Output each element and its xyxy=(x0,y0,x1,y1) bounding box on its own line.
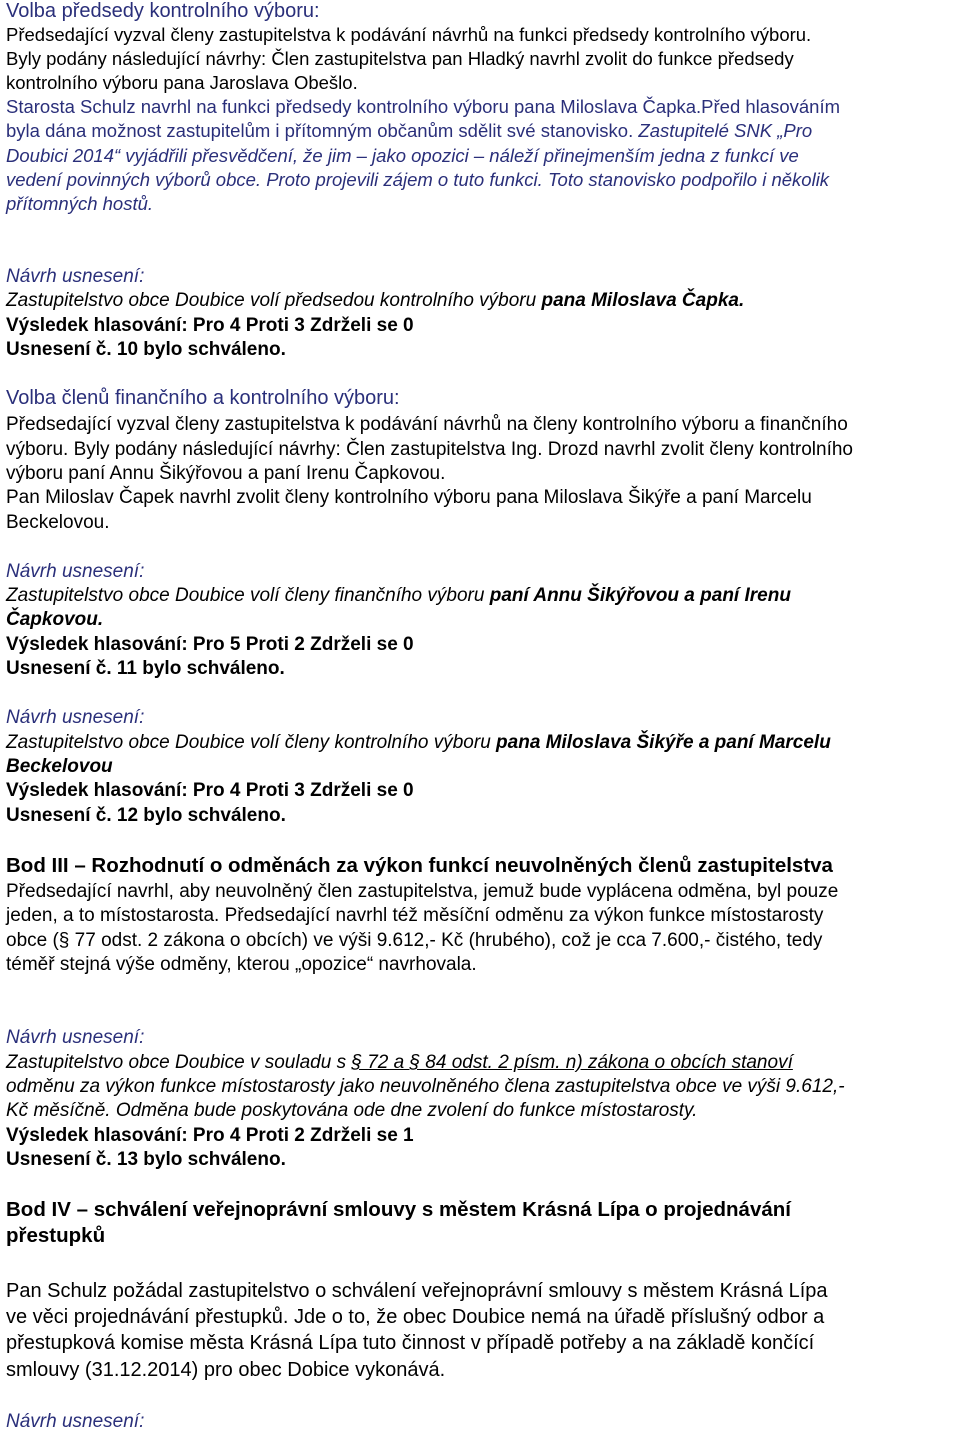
proposal-label: Návrh usnesení: xyxy=(6,1027,145,1048)
support-text: Toto stanovisko podpořilo i několik xyxy=(547,169,830,190)
snk-statement-line: Doubici 2014“ vyjádřili přesvědčení, že jim – jako opozici – náleží přinejmenším jedna z funkcí ve xyxy=(6,145,799,166)
paragraph-line: jeden, a to místostarosta. Předsedající navrhl též měsíční odměnu za výkon funkce místostarosty xyxy=(6,905,824,926)
resolution-bold: pana Miloslava Šikýře a paní Marcelu xyxy=(496,732,831,753)
resolution-text: Kč měsíčně. Odměna bude poskytována ode dne zvolení do funkce místostarosty. xyxy=(6,1100,698,1121)
resolution-text xyxy=(6,289,744,313)
section-heading-chair-control-committee: Volba předsedy kontrolního výboru: xyxy=(6,0,320,22)
resolution-approved: Usnesení č. 10 bylo schváleno. xyxy=(6,339,286,360)
paragraph-line: Předsedající navrhl, aby neuvolněný člen zastupitelstva, jemuž bude vyplácena odměna, byl pouze xyxy=(6,881,839,902)
resolution-bold: paní Annu Šikýřovou a paní Irenu xyxy=(489,585,791,606)
resolution-text: odměnu za výkon funkce místostarosty jako neuvolněného člena zastupitelstva obce ve výši 9.612,- xyxy=(6,1076,845,1097)
paragraph-line: Předsedající vyzval členy zastupitelstva k podávání návrhů na členy kontrolního výboru a finančního xyxy=(6,414,848,435)
resolution-text xyxy=(6,1051,793,1075)
before-vote-text: Před hlasováním xyxy=(701,96,840,117)
paragraph-line: smlouvy (31.12.2014) pro obec Dobice vykonává. xyxy=(6,1359,446,1381)
section-heading-committee-members: Volba členů finančního a kontrolního výboru: xyxy=(6,387,400,409)
snk-statement-line xyxy=(6,168,829,192)
paragraph-line-blue xyxy=(6,95,840,119)
statement-opportunity-text: byla dána možnost zastupitelům i přítomným občanům sdělit své stanovisko. xyxy=(6,120,634,141)
paragraph-line: Beckelovou. xyxy=(6,512,110,533)
resolution-text xyxy=(6,584,791,608)
proposal-label: Návrh usnesení: xyxy=(6,707,145,728)
resolution-approved: Usnesení č. 12 bylo schváleno. xyxy=(6,805,286,826)
paragraph-line: téměř stejná výše odměny, kterou „opozice“ navrhovala. xyxy=(6,954,477,975)
paragraph-line: kontrolního výboru pana Jaroslava Obešlo. xyxy=(6,72,358,93)
paragraph-line: ve věci projednávání přestupků. Jde o to, že obec Doubice nemá na úřadě příslušný odbor a xyxy=(6,1306,825,1328)
law-reference: § 72 a § 84 odst. 2 písm. n) zákona o obcích stanoví xyxy=(351,1052,793,1073)
resolution-text xyxy=(6,731,831,755)
resolution-plain: Zastupitelstvo obce Doubice v souladu s xyxy=(6,1052,352,1073)
resolution-bold-cont: Beckelovou xyxy=(6,756,113,777)
resolution-bold-cont: Čapkovou. xyxy=(6,609,104,630)
paragraph-line: obce (§ 77 odst. 2 zákona o obcích) ve výši 9.612,- Kč (hrubého), což je cca 7.600,- čistého, tedy xyxy=(6,930,823,951)
snk-statement-start: Zastupitelé SNK „Pro xyxy=(638,120,813,141)
vote-result: Výsledek hlasování: Pro 5 Proti 2 Zdrželi se 0 xyxy=(6,634,414,655)
vote-result: Výsledek hlasování: Pro 4 Proti 3 Zdrželi se 0 xyxy=(6,780,414,801)
resolution-plain: Zastupitelstvo obce Doubice volí členy kontrolního výboru xyxy=(6,732,497,753)
proposal-label: Návrh usnesení: xyxy=(6,561,145,582)
resolution-approved: Usnesení č. 11 bylo schváleno. xyxy=(6,658,285,679)
paragraph-line: Byly podány následující návrhy: Člen zastupitelstva pan Hladký navrhl zvolit do funkce předsedy xyxy=(6,48,794,69)
mayor-proposal-text: Starosta Schulz navrhl na funkci předsedy kontrolního výboru pana Miloslava Čapka. xyxy=(6,96,702,117)
interest-text: Proto projevili zájem o tuto funkci. xyxy=(266,169,543,190)
snk-statement-end: vedení povinných výborů obce. xyxy=(6,169,262,190)
paragraph-line: přestupková komise města Krásná Lípa tuto činnost v případě potřeby a na základě končící xyxy=(6,1332,815,1354)
resolution-plain: Zastupitelstvo obce Doubice volí předsedou kontrolního výboru xyxy=(6,290,542,311)
paragraph-line: Pan Miloslav Čapek navrhl zvolit členy kontrolního výboru pana Miloslava Šikýře a paní Marcelu xyxy=(6,487,812,508)
snk-statement-line: přítomných hostů. xyxy=(6,193,154,214)
section-heading-bod-iv: Bod IV – schválení veřejnoprávní smlouvy s městem Krásná Lípa o projednávání xyxy=(6,1198,791,1221)
paragraph-line: Předsedající vyzval členy zastupitelstva k podávání návrhů na funkci předsedy kontrolního výboru. xyxy=(6,24,812,45)
section-heading-bod-iv-cont: přestupků xyxy=(6,1224,106,1247)
resolution-approved: Usnesení č. 13 bylo schváleno. xyxy=(6,1149,286,1170)
section-heading-bod-iii: Bod III – Rozhodnutí o odměnách za výkon funkcí neuvolněných členů zastupitelstva xyxy=(6,854,833,877)
paragraph-line: Pan Schulz požádal zastupitelstvo o schválení veřejnoprávní smlouvy s městem Krásná Lípa xyxy=(6,1280,828,1302)
paragraph-line: výboru paní Annu Šikýřovou a paní Irenu Čapkovou. xyxy=(6,463,446,484)
proposal-label: Návrh usnesení: xyxy=(6,1411,145,1432)
vote-result: Výsledek hlasování: Pro 4 Proti 2 Zdrželi se 1 xyxy=(6,1125,414,1146)
resolution-plain: Zastupitelstvo obce Doubice volí členy finančního výboru xyxy=(6,585,490,606)
paragraph-line: výboru. Byly podány následující návrhy: Člen zastupitelstva Ing. Drozd navrhl zvolit členy kontrolního xyxy=(6,439,853,460)
paragraph-line-blue xyxy=(6,119,812,143)
vote-result: Výsledek hlasování: Pro 4 Proti 3 Zdrželi se 0 xyxy=(6,315,414,336)
proposal-label: Návrh usnesení: xyxy=(6,266,145,287)
resolution-bold: pana Miloslava Čapka. xyxy=(541,290,745,311)
